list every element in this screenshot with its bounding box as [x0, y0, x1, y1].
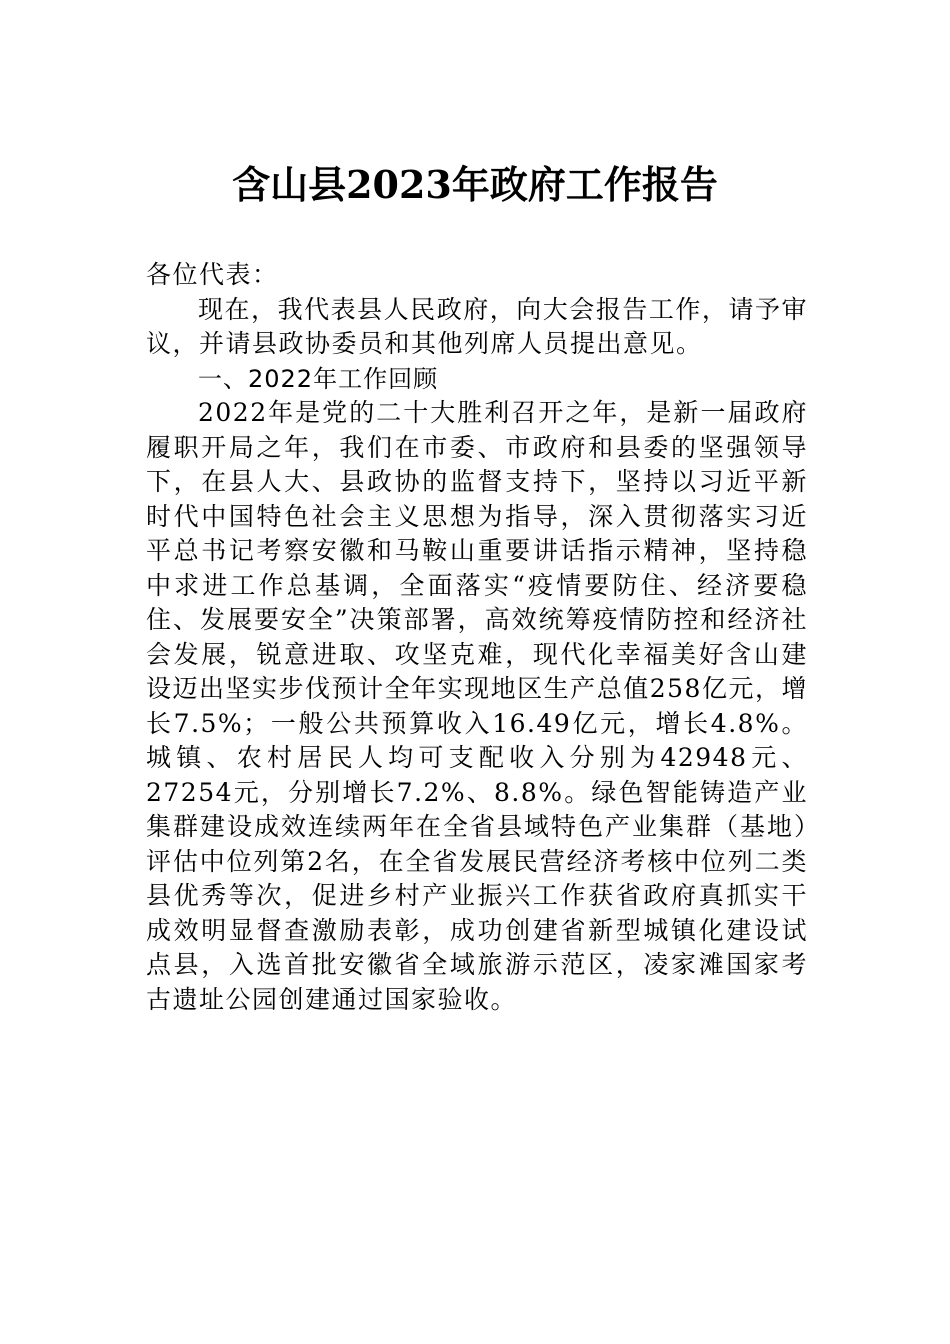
intro-paragraph: 现在，我代表县人民政府，向大会报告工作，请予审议，并请县政协委员和其他列席人员提出意见。	[146, 294, 808, 358]
section-heading: 一、2022年工作回顾	[198, 364, 439, 393]
document-body	[146, 258, 808, 1017]
review-paragraph: 2022年是党的二十大胜利召开之年，是新一届政府履职开局之年，我们在市委、市政府和县委的坚强领导下，在县人大、县政协的监督支持下，坚持以习近平新时代中国特色社会主义思想为指导，深入贯彻落实习近平总书记考察安徽和马鞍山重要讲话指示精神，坚持稳中求进工作总基调，全面落实“疫情要防住、经济要稳住、发展要安全”决策部署，高效统筹疫情防控和经济社会发展，锐意进取、攻坚克难，现代化幸福美好含山建设迈出坚实步伐预计全年实现地区生产总值258亿元，增长7.5%；一般公共预算收入16.49亿元，增长4.8%。城镇、农村居民人均可支配收入分别为42948元、27254元，分别增长7.2%、8.8%。绿色智能铸造产业集群建设成效连续两年在全省县域特色产业集群（基地）评估中位列第2名，在全省发展民营经济考核中位列二类县优秀等次，促进乡村产业振兴工作获省政府真抓实干成效明显督查激励表彰，成功创建省新型城镇化建设试点县，入选首批安徽省全域旅游示范区，凌家滩国家考古遗址公园创建通过国家验收。	[146, 398, 808, 1014]
salutation: 各位代表：	[146, 260, 279, 289]
document-title: 含山县2023年政府工作报告	[232, 162, 718, 207]
